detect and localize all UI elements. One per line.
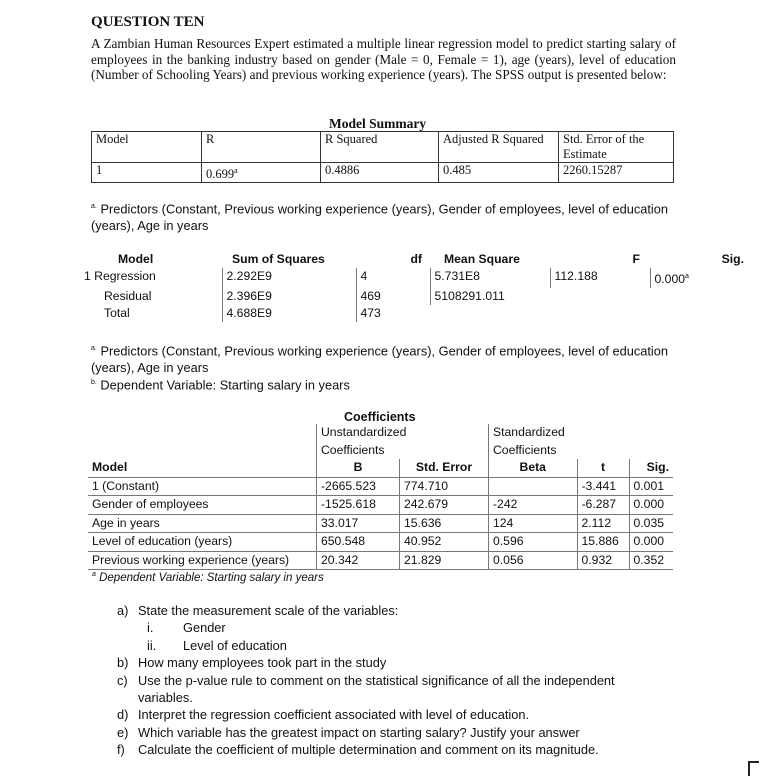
question-heading: QUESTION TEN xyxy=(91,14,205,30)
anova-cell-ms xyxy=(430,305,550,322)
anova-cell-ss: 2.292E9 xyxy=(222,268,356,288)
ms-cell-adjusted: 0.485 xyxy=(439,163,559,183)
coef-cell-sig: 0.352 xyxy=(629,551,673,570)
ms-cell-r-squared: 0.4886 xyxy=(321,163,439,183)
anova-row-regression xyxy=(80,268,754,288)
coef-cell-se: 40.952 xyxy=(400,533,489,552)
coef-cell-se: 15.636 xyxy=(400,514,489,533)
ms-header-adjusted-text: Adjusted R Squared xyxy=(443,132,544,146)
coef-cell-sig: 0.035 xyxy=(629,514,673,533)
coef-cell-beta xyxy=(489,477,578,496)
coef-header-b: B xyxy=(317,459,400,477)
question-label: e) xyxy=(117,724,129,740)
coef-header-std: Standardized xyxy=(489,424,578,442)
coef-header-se: Std. Error xyxy=(400,459,489,477)
model-summary-header-row xyxy=(92,132,674,163)
question-f xyxy=(117,741,672,758)
ms-header-model: Model xyxy=(92,132,202,163)
coef-cell-beta: 0.056 xyxy=(489,551,578,570)
coef-cell-b: -1525.618 xyxy=(317,496,400,515)
coef-header-blank-t xyxy=(577,424,629,442)
coef-header-blank xyxy=(88,442,317,460)
coef-cell-t: -6.287 xyxy=(577,496,629,515)
coef-cell-name: Previous working experience (years) xyxy=(92,552,290,567)
coef-header-blank-t xyxy=(577,442,629,460)
anova-cell-sig xyxy=(650,268,754,288)
ms-note-text: Predictors (Constant, Previous working experience (years), Gender of employees, level of education (years), Age in years xyxy=(91,201,668,234)
ms-header-r: R xyxy=(202,132,321,163)
anova-header-ms: Mean Square xyxy=(444,252,520,266)
coef-cell-t: 2.112 xyxy=(577,514,629,533)
anova-header-f: F xyxy=(632,252,640,266)
anova-cell-name xyxy=(80,268,222,288)
question-label: ii. xyxy=(147,637,157,653)
ms-header-r-squared: R Squared xyxy=(321,132,439,163)
coef-cell-b: 20.342 xyxy=(317,551,400,570)
question-a-ii xyxy=(117,637,672,654)
question-a-i xyxy=(117,619,672,636)
coefficients-table xyxy=(88,424,673,570)
ms-cell-model: 1 xyxy=(92,163,202,183)
coef-header-sig: Sig. xyxy=(629,459,673,477)
anova-cell-df: 469 xyxy=(356,288,430,305)
question-text: Gender xyxy=(183,620,226,636)
anova-cell-sig xyxy=(650,288,754,305)
anova-cell-sig xyxy=(650,305,754,322)
coef-cell-t: 0.932 xyxy=(577,551,629,570)
question-intro: A Zambian Human Resources Expert estimated a multiple linear regression model to predict starting salary of employees in the banking industry based on gender (Male = 0, Female = 1), age (years), level of education (Number of Schooling Years) and previous working experience (years). The SPSS output is presented below: xyxy=(91,36,676,82)
anova-header-sig: Sig. xyxy=(721,252,744,266)
anova-note-b xyxy=(91,374,350,393)
model-summary-title: Model Summary xyxy=(329,116,427,131)
coef-row xyxy=(88,533,673,552)
coef-header-coef-2: Coefficients xyxy=(489,442,578,460)
anova-row-residual xyxy=(80,288,754,305)
coef-cell-beta: 0.596 xyxy=(489,533,578,552)
coef-header-unstd: Unstandardized xyxy=(317,424,489,442)
anova-cell-df: 473 xyxy=(356,305,430,322)
coef-note-mark: a xyxy=(92,571,96,578)
question-label: c) xyxy=(117,672,128,688)
coef-header-blank xyxy=(88,424,317,442)
question-text: Calculate the coefficient of multiple determination and comment on its magnitude. xyxy=(138,742,599,758)
anova-header-ss: Sum of Squares xyxy=(232,252,325,266)
anova-header-model: Model xyxy=(118,252,154,266)
anova-row-total xyxy=(80,305,754,322)
anova-cell-f xyxy=(550,288,650,305)
anova-cell-f: 112.188 xyxy=(550,268,650,288)
coef-cell-b: -2665.523 xyxy=(317,477,400,496)
anova-note-a xyxy=(91,340,668,376)
page-corner-mark xyxy=(746,756,760,776)
ms-cell-r xyxy=(202,163,321,183)
coef-header-beta: Beta xyxy=(489,459,578,477)
anova-cell-f xyxy=(550,305,650,322)
anova-note-b-mark: b. xyxy=(91,379,97,386)
ms-r-value: 0.699 xyxy=(206,167,235,182)
anova-header-row xyxy=(80,251,754,268)
anova-cell-ss: 2.396E9 xyxy=(222,288,356,305)
question-d xyxy=(117,706,672,723)
question-text: Use the p-value rule to comment on the statistical significance of all the independent variables. xyxy=(138,672,615,706)
anova-cell-ms: 5108291.011 xyxy=(430,288,550,305)
ms-header-std-error-text: Std. Error of the Estimate xyxy=(563,132,645,161)
ms-note-mark: a. xyxy=(91,203,97,210)
ms-r-sup: a xyxy=(234,166,238,175)
question-a xyxy=(117,602,672,619)
coef-row xyxy=(88,496,673,515)
model-summary-row xyxy=(92,163,674,183)
coefficients-title: Coefficients xyxy=(344,410,416,424)
question-label: i. xyxy=(147,620,154,636)
coef-cell-name: 1 (Constant) xyxy=(92,478,160,493)
coef-header-blank-sig xyxy=(629,424,673,442)
question-label: a) xyxy=(117,603,129,618)
coef-header-t: t xyxy=(577,459,629,477)
coef-cell-sig: 0.000 xyxy=(629,496,673,515)
coef-cell-t: -3.441 xyxy=(577,477,629,496)
ms-header-adjusted xyxy=(439,132,559,163)
coef-cell-se: 21.829 xyxy=(400,551,489,570)
question-label: d) xyxy=(117,707,129,723)
anova-row-label: Total xyxy=(104,306,130,321)
question-text: Level of education xyxy=(183,637,287,653)
coef-header-blank-sig xyxy=(629,442,673,460)
coef-header-model: Model xyxy=(92,460,128,474)
coef-row xyxy=(88,514,673,533)
anova-row-label: Residual xyxy=(104,289,152,304)
coef-cell-name: Level of education (years) xyxy=(92,534,233,548)
anova-sig-sup: a xyxy=(685,273,689,280)
coef-header-row-2 xyxy=(88,442,673,460)
anova-note-a-text: Predictors (Constant, Previous working experience (years), Gender of employees, level of education (years), Age in years xyxy=(91,343,668,376)
coef-cell-t: 15.886 xyxy=(577,533,629,552)
coef-cell-beta: 124 xyxy=(489,514,578,533)
question-list xyxy=(117,602,672,759)
ms-cell-std-error: 2260.15287 xyxy=(559,163,674,183)
ms-header-std-error xyxy=(559,132,674,163)
anova-header-df: df xyxy=(410,252,422,266)
anova-row-label: Regression xyxy=(94,269,156,283)
question-label: b) xyxy=(117,655,129,671)
anova-table xyxy=(80,251,754,322)
anova-cell-ss: 4.688E9 xyxy=(222,305,356,322)
question-text: Which variable has the greatest impact on starting salary? Justify your answer xyxy=(138,724,580,740)
coef-row xyxy=(88,477,673,496)
coef-cell-se: 242.679 xyxy=(400,496,489,515)
coef-header-coef-1: Coefficients xyxy=(317,442,489,460)
question-label: f) xyxy=(117,742,125,758)
model-summary-table xyxy=(91,131,674,183)
model-summary-note xyxy=(91,198,668,234)
coef-header-row-3 xyxy=(88,459,673,477)
coef-cell-name: Age in years xyxy=(92,515,160,530)
question-text: How many employees took part in the study xyxy=(138,655,387,671)
question-text: Interpret the regression coefficient associated with level of education. xyxy=(138,707,530,723)
coefficients-note xyxy=(92,571,324,584)
anova-model-number: 1 xyxy=(84,269,91,283)
coef-header-row-1 xyxy=(88,424,673,442)
question-b xyxy=(117,654,672,671)
coef-cell-b: 650.548 xyxy=(317,533,400,552)
coef-cell-beta: -242 xyxy=(489,496,578,515)
coef-cell-name: Gender of employees xyxy=(92,497,209,511)
coef-row xyxy=(88,551,673,570)
coef-cell-sig: 0.001 xyxy=(629,477,673,496)
coef-cell-sig: 0.000 xyxy=(629,533,673,552)
coef-note-text: Dependent Variable: Starting salary in years xyxy=(99,571,324,584)
coef-cell-se: 774.710 xyxy=(400,477,489,496)
anova-cell-df: 4 xyxy=(356,268,430,288)
anova-cell-ms: 5.731E8 xyxy=(430,268,550,288)
coef-cell-b: 33.017 xyxy=(317,514,400,533)
question-c xyxy=(117,672,672,707)
anova-sig-value: 0.000 xyxy=(654,272,685,287)
question-e xyxy=(117,724,672,741)
anova-note-a-mark: a. xyxy=(91,345,97,352)
anova-note-b-text: Dependent Variable: Starting salary in years xyxy=(100,377,350,393)
question-text: State the measurement scale of the variables: xyxy=(138,603,399,618)
